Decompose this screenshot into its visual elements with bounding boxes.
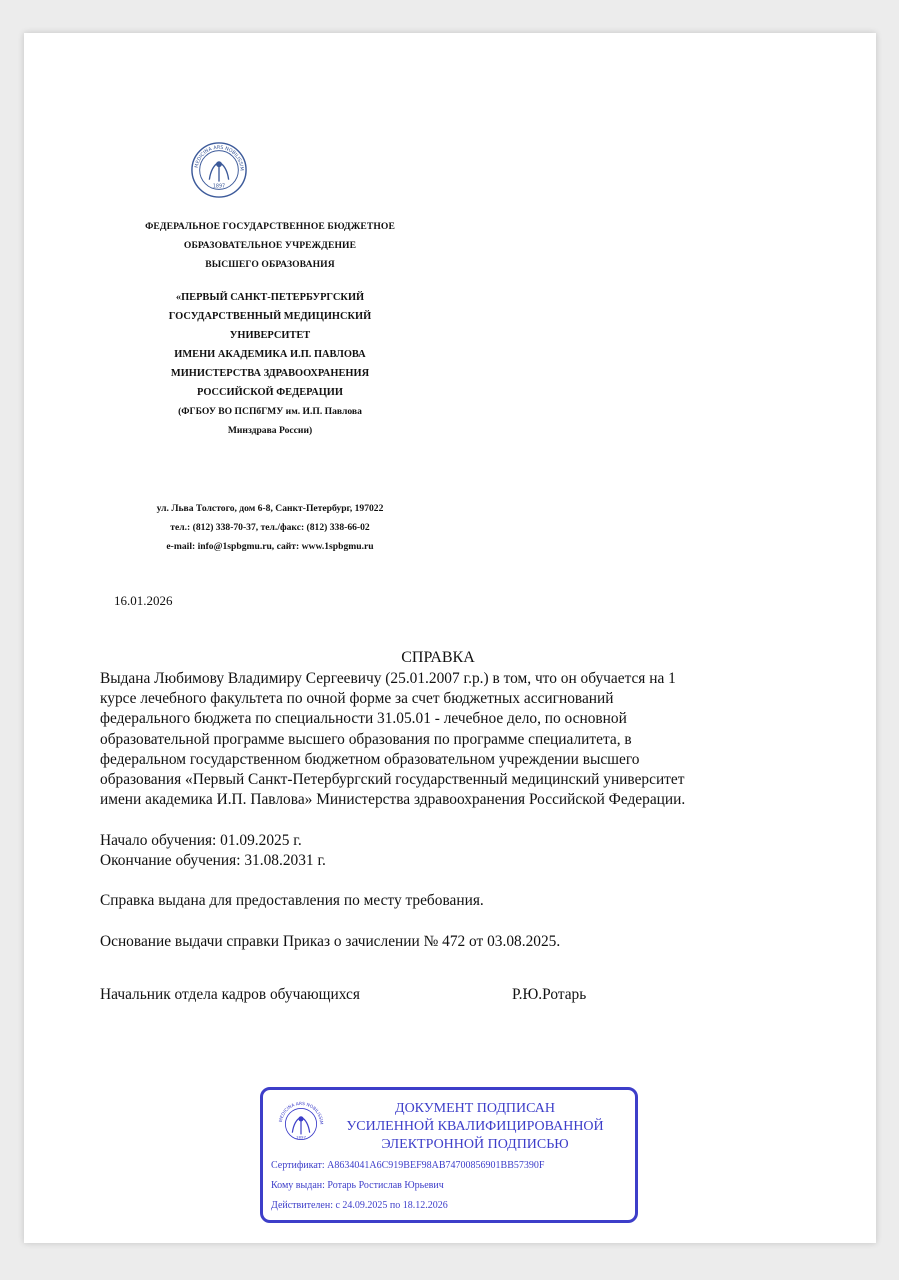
stamp-issued-to: Кому выдан: Ротарь Ростислав Юрьевич: [271, 1180, 444, 1191]
email-site-line: e-mail: info@1spbgmu.ru, сайт: www.1spbgmu.ru: [166, 541, 374, 552]
univ-line: РОССИЙСКОЙ ФЕДЕРАЦИИ: [197, 387, 343, 398]
org-type-block: [120, 217, 420, 274]
svg-text:MEDICINA ARS NOBILISSIMA: MEDICINA ARS NOBILISSIM: [194, 145, 244, 171]
univ-line: Минздрава России): [227, 425, 313, 436]
purpose-text: Справка выдана для предоставления по месту требования.: [100, 892, 484, 910]
body-line: федерального бюджета по специальности 31.05.01 - лечебное дело, по основной: [100, 710, 627, 728]
study-end: Окончание обучения: 31.08.2031 г.: [100, 851, 326, 869]
document-page: [24, 33, 876, 1243]
electronic-signature-stamp: [260, 1087, 638, 1223]
stamp-title-line: ДОКУМЕНТ ПОДПИСАН: [395, 1101, 555, 1116]
spacer: [100, 871, 780, 891]
univ-line: УНИВЕРСИТЕТ: [229, 330, 311, 341]
stamp-seal-icon: [275, 1098, 327, 1150]
svg-text:1897: 1897: [212, 184, 226, 190]
org-line: ФЕДЕРАЛЬНОЕ ГОСУДАРСТВЕННОЕ БЮДЖЕТНОЕ: [145, 221, 395, 232]
body-line: образовательной программе высшего образования по программе специалитета, в: [100, 730, 632, 748]
univ-line: МИНИСТЕРСТВА ЗДРАВООХРАНЕНИЯ: [170, 368, 370, 379]
address-line: ул. Льва Толстого, дом 6-8, Санкт-Петербург, 197022: [156, 503, 384, 514]
spacer: [100, 911, 780, 931]
university-name-block: [120, 288, 420, 440]
basis-text: Основание выдачи справки Приказ о зачислении № 472 от 03.08.2025.: [100, 932, 561, 950]
stamp-title-line: УСИЛЕННОЙ КВАЛИФИЦИРОВАННОЙ: [346, 1119, 604, 1134]
org-line: ОБРАЗОВАТЕЛЬНОЕ УЧРЕЖДЕНИЕ: [183, 240, 357, 251]
body-line: имени академика И.П. Павлова» Министерства здравоохранения Российской Федерации.: [100, 791, 686, 809]
stamp-title: [325, 1100, 625, 1154]
body-line: Выдана Любимову Владимиру Сергеевичу (25.01.2007 г.р.) в том, что он обучается на 1: [100, 670, 676, 687]
org-line: ВЫСШЕГО ОБРАЗОВАНИЯ: [205, 259, 335, 270]
spacer: [100, 810, 780, 830]
university-seal-logo: [190, 141, 248, 199]
document-date: 16.01.2026: [114, 593, 173, 608]
svg-text:MEDICINA ARS NOBILISSIMA: MEDICINA ARS NOBILISSIM: [278, 1101, 324, 1125]
univ-line: «ПЕРВЫЙ САНКТ-ПЕТЕРБУРГСКИЙ: [175, 292, 365, 303]
univ-line: (ФГБОУ ВО ПСПбГМУ им. И.П. Павлова: [178, 406, 362, 417]
body-line: курсе лечебного факультета по очной форме за счет бюджетных ассигнований: [100, 690, 614, 708]
svg-text:1897: 1897: [296, 1134, 306, 1140]
study-start: Начало обучения: 01.09.2025 г.: [100, 831, 302, 849]
univ-line: ГОСУДАРСТВЕННЫЙ МЕДИЦИНСКИЙ: [168, 311, 372, 322]
stamp-validity: Действителен: с 24.09.2025 по 18.12.2026: [271, 1200, 448, 1211]
signatory-position: Начальник отдела кадров обучающихся: [100, 986, 360, 1003]
certificate-body: [100, 669, 780, 952]
stamp-certificate: Сертификат: A8634041A6C919BEF98AB74700856901BB57390F: [271, 1160, 545, 1171]
contacts-block: [120, 499, 420, 556]
signatory-name: Р.Ю.Ротарь: [512, 986, 587, 1003]
stamp-title-line: ЭЛЕКТРОННОЙ ПОДПИСЬЮ: [381, 1137, 569, 1152]
phone-line: тел.: (812) 338-70-37, тел./факс: (812) 338-66-02: [170, 522, 370, 533]
body-line: федеральном государственном бюджетном образовательном учреждении высшего: [100, 750, 640, 768]
body-line: образования «Первый Санкт-Петербургский государственный медицинский университет: [100, 771, 685, 789]
document-title: [24, 649, 876, 667]
univ-line: ИМЕНИ АКАДЕМИКА И.П. ПАВЛОВА: [174, 349, 366, 360]
document-title-text: СПРАВКА: [401, 649, 475, 666]
